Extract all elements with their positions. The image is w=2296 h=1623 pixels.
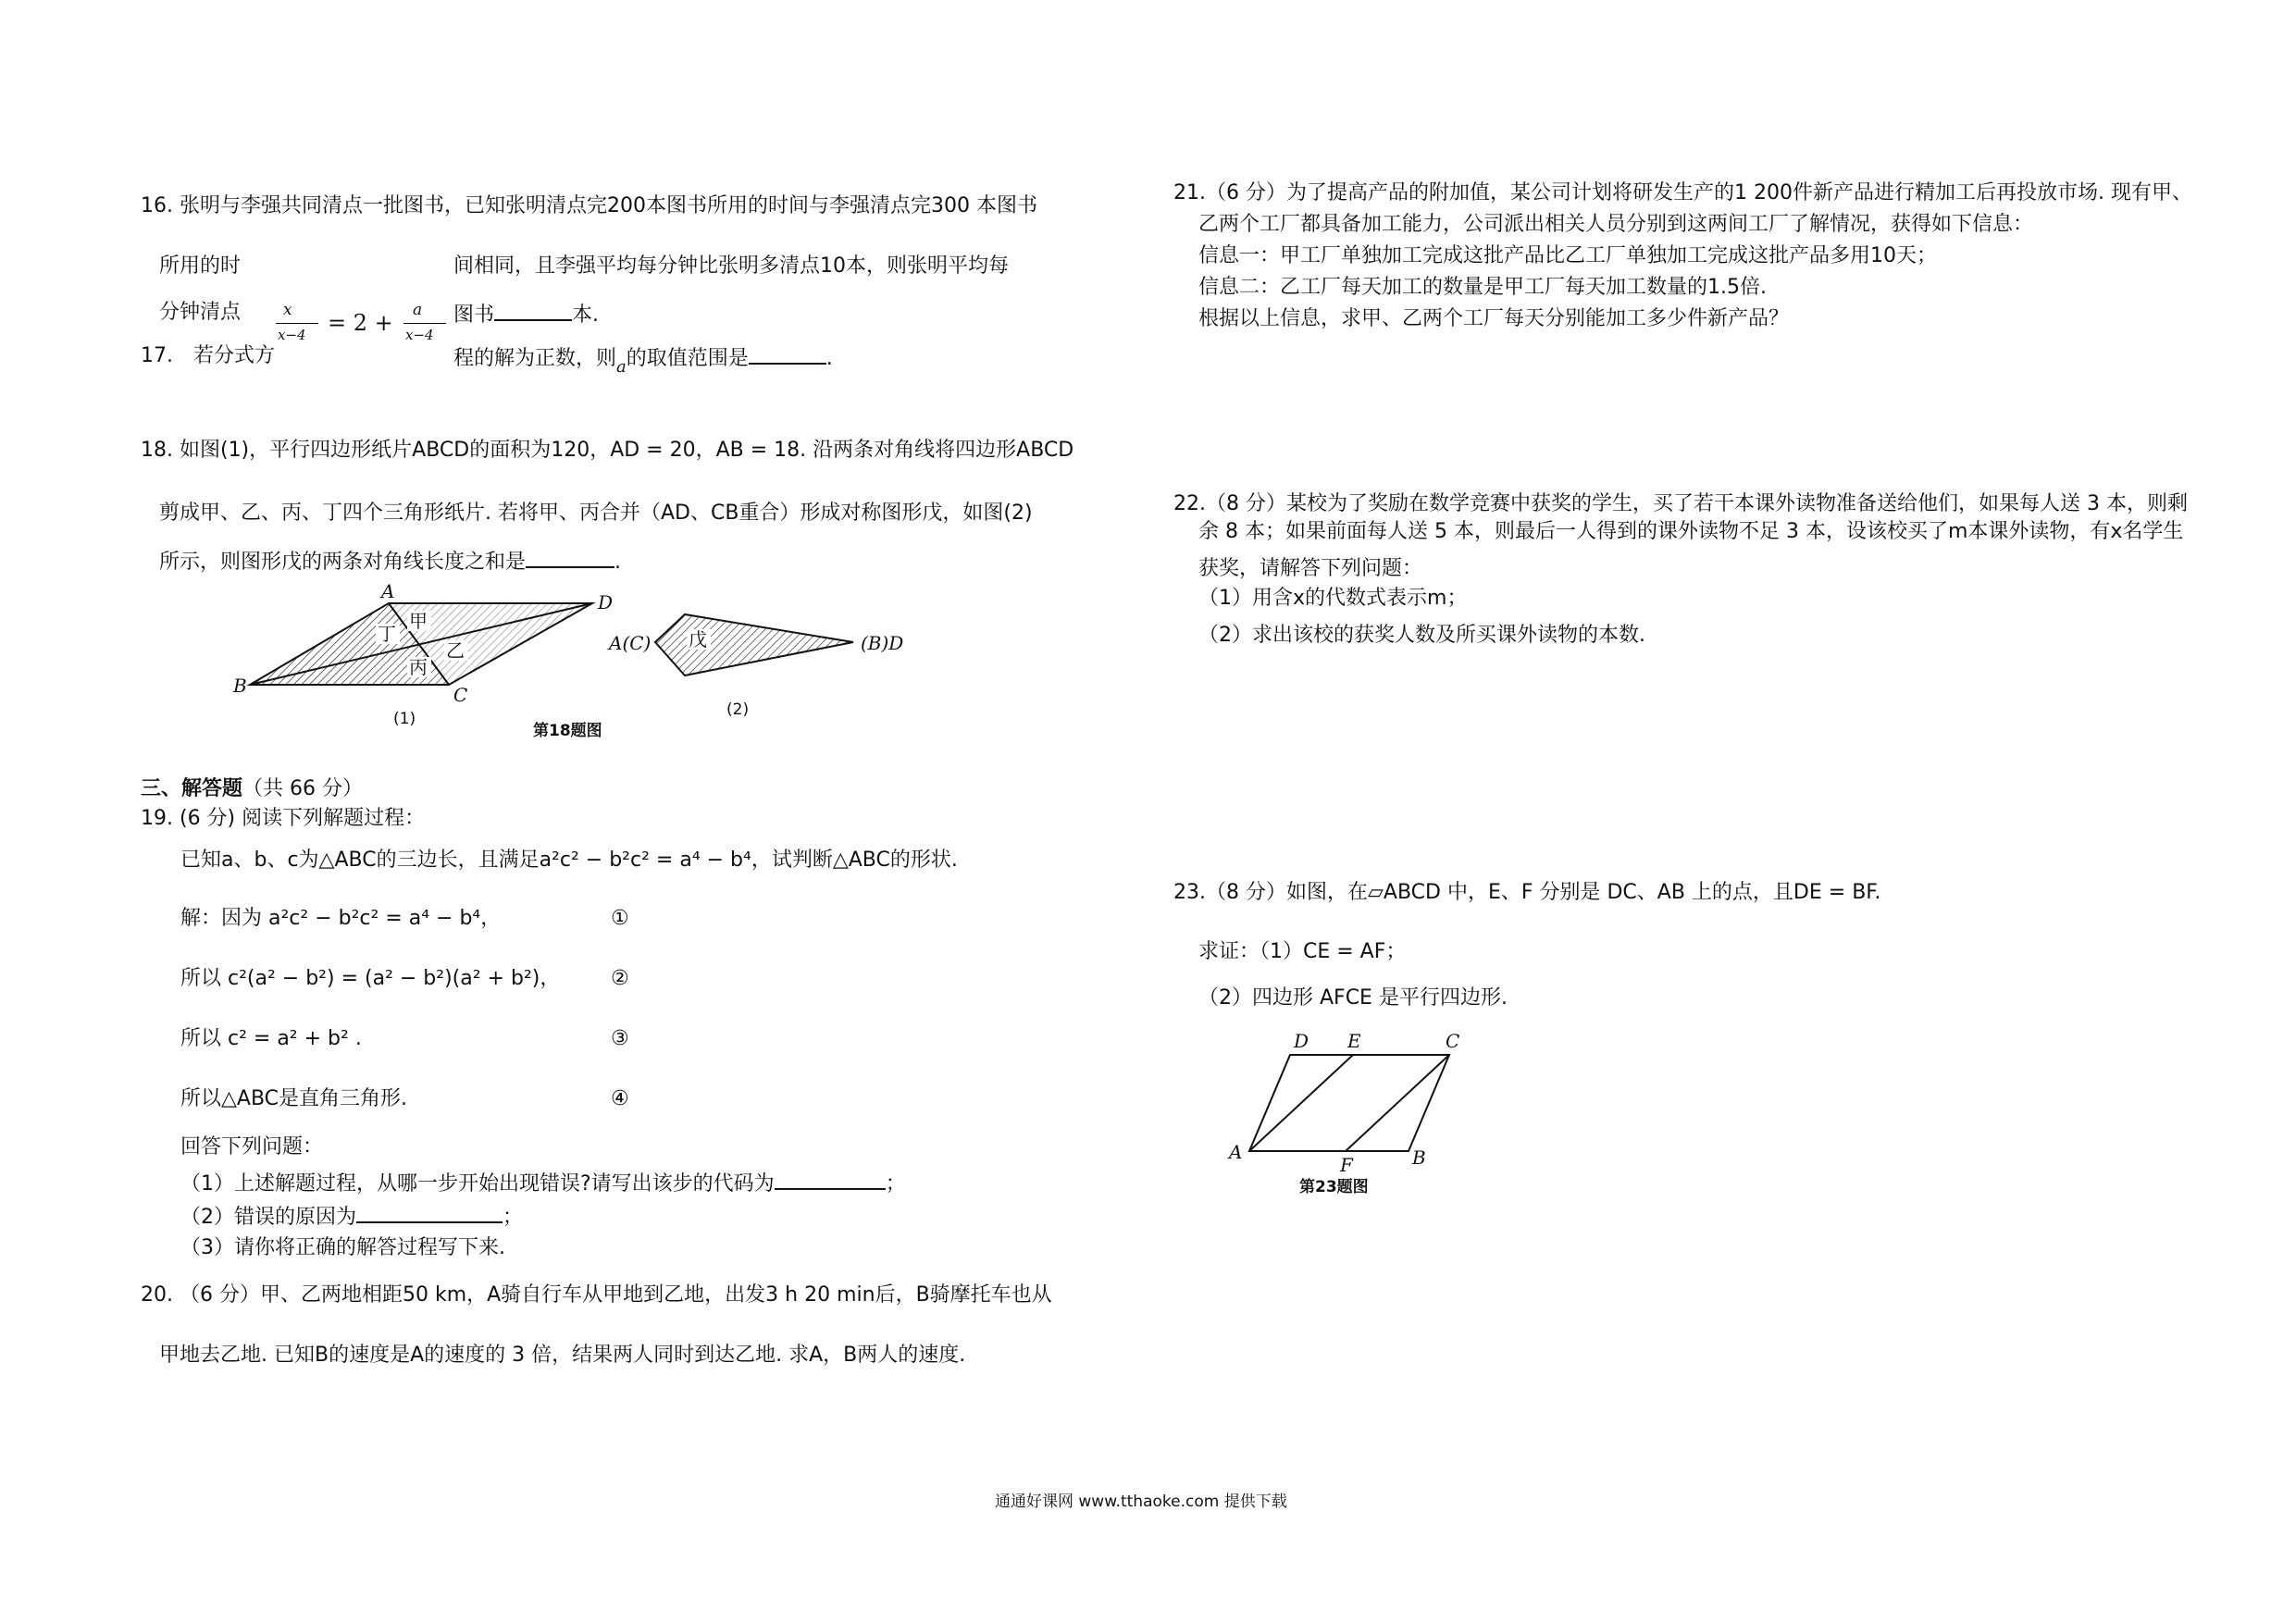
q23-line1: 23.（8 分）如图，在▱ABCD 中，E、F 分别是 DC、AB 上的点，且DE = BF. <box>1173 881 1881 904</box>
q16-line3c: 本. <box>572 304 600 327</box>
q19-step2-no: ② <box>611 967 629 990</box>
q18-vertex-a: A <box>381 580 395 602</box>
q18-vertex-d: D <box>598 591 614 613</box>
section3-score: （共 66 分） <box>242 777 363 800</box>
q17-eq-a: a <box>413 301 423 319</box>
q17-prefix: 17. 若分式方 <box>141 344 275 367</box>
q23-parallelogram <box>1249 1055 1449 1151</box>
q18-answer-blank[interactable] <box>526 546 614 568</box>
q18-line3: 所示，则图形戊的两条对角线长度之和是 <box>159 551 527 574</box>
q18-line3-end: . <box>614 551 622 574</box>
q21-line4: 信息二：乙工厂每天加工的数量是甲工厂每天加工数量的1.5倍. <box>1198 276 1767 299</box>
q17-eq-den2: x−4 <box>405 327 434 343</box>
q22-line5: （2）求出该校的获奖人数及所买课外读物的本数. <box>1198 624 1645 647</box>
q18-label-wu: 戊 <box>689 628 707 650</box>
q17-equation <box>276 301 447 349</box>
q17-text: 程的解为正数，则 <box>453 347 617 370</box>
q19-part1-end: ； <box>885 1172 906 1196</box>
q18-figure <box>222 580 925 740</box>
q18-caption: 第18题图 <box>533 722 602 740</box>
q18-fig1 <box>232 580 613 728</box>
q18-caption-2: (2) <box>726 700 750 719</box>
q23-vertex-c: C <box>1446 1030 1460 1052</box>
q18-right-label: (B)D <box>861 632 904 654</box>
q17-line <box>453 342 833 377</box>
q18-vertex-c: C <box>453 684 468 706</box>
q19-part3: （3）请你将正确的解答过程写下来. <box>180 1236 505 1259</box>
section3-heading <box>141 775 363 803</box>
q16-answer-blank[interactable] <box>494 299 572 321</box>
q18-line1: 18. 如图(1)，平行四边形纸片ABCD的面积为120，AD = 20，AB = 18. 沿两条对角线将四边形ABCD <box>141 439 1074 462</box>
q21-line2: 乙两个工厂都具备加工能力，公司派出相关人员分别到这两间工厂了解情况，获得如下信息： <box>1198 213 2034 236</box>
q16-line3a: 分钟清点 <box>159 301 242 324</box>
q23-line3: （2）四边形 AFCE 是平行四边形. <box>1198 986 1508 1010</box>
q17-tail: 的取值范围是 <box>626 347 749 370</box>
q18-line3-row <box>159 546 621 576</box>
q17-answer-blank[interactable] <box>749 342 826 365</box>
q23-segment-ae <box>1249 1055 1353 1151</box>
q18-caption-1: (1) <box>393 710 416 728</box>
q20-line2: 甲地去乙地. 已知B的速度是A的速度的 3 倍，结果两人同时到达乙地. 求A，B两人的速度. <box>159 1344 966 1367</box>
q23-vertex-d: D <box>1294 1030 1309 1052</box>
q22-line3: 获奖，请解答下列问题： <box>1198 557 1423 580</box>
q23-point-f: F <box>1340 1154 1353 1176</box>
q16-line1: 16. 张明与李强共同清点一批图书，已知张明清点完200本图书所用的时间与李强清点完300 本图书 <box>141 194 1037 217</box>
q17-var: a <box>616 357 627 377</box>
q19-step2: 所以 c²(a² − b²) = (a² − b²)(a² + b²)， <box>180 967 561 990</box>
q17-end: . <box>825 347 833 370</box>
q23-vertex-b: B <box>1412 1146 1426 1169</box>
q17-frac2-bar <box>403 323 446 324</box>
q19-part1-blank[interactable] <box>775 1168 886 1190</box>
q19-part2-row <box>180 1201 523 1232</box>
q19-step3: 所以 c² = a² + b² . <box>180 1027 362 1050</box>
q17-eq-x: x <box>283 301 292 319</box>
q16-line3 <box>453 299 599 329</box>
q21-line5: 根据以上信息，求甲、乙两个工厂每天分别能加工多少件新产品？ <box>1198 307 1790 330</box>
q22-line4: （1）用含x的代数式表示m； <box>1198 587 1468 610</box>
q18-left-label: A(C) <box>609 632 652 654</box>
q19-step1: 解：因为 a²c² − b²c² = a⁴ − b⁴， <box>180 907 502 930</box>
q23-vertex-a: A <box>1229 1141 1243 1163</box>
footer-credit: 通通好课网 www.tthaoke.com 提供下载 <box>995 1493 1287 1511</box>
q19-head: 19. (6 分) 阅读下列解题过程： <box>141 807 426 830</box>
section3-title: 三、解答题 <box>141 777 243 800</box>
q18-fig2 <box>607 614 903 719</box>
q19-step4: 所以△ABC是直角三角形. <box>180 1087 408 1110</box>
q22-line2: 余 8 本；如果前面每人送 5 本，则最后一人得到的课外读物不足 3 本，设该校买了m本课外读物，有x名学生 <box>1198 520 2184 543</box>
q21-line1: 21.（6 分）为了提高产品的附加值，某公司计划将研发生产的1 200件新产品进行精加工后再投放市场. 现有甲、 <box>1173 181 2192 204</box>
q19-part1-row <box>180 1168 906 1198</box>
q19-given: 已知a、b、c为△ABC的三边长，且满足a²c² − b²c² = a⁴ − b⁴，试判断△ABC的形状. <box>180 849 958 872</box>
q19-step3-no: ③ <box>611 1027 629 1050</box>
q18-label-jia: 甲 <box>409 610 428 632</box>
q23-point-e: E <box>1347 1030 1361 1052</box>
q19-part2: （2）错误的原因为 <box>180 1206 356 1229</box>
q19-part2-end: ； <box>503 1206 524 1229</box>
q18-label-bing: 丙 <box>409 656 428 678</box>
q17-eq-mid: = 2 + <box>328 310 393 336</box>
q16-line3b: 图书 <box>453 304 495 327</box>
q21-line3: 信息一：甲工厂单独加工完成这批产品比乙工厂单独加工完成这批产品多用10天； <box>1198 244 1937 267</box>
q22-line1: 22.（8 分）某校为了奖励在数学竞赛中获奖的学生，买了若干本课外读物准备送给他们，如果每人送 3 本，则剩 <box>1173 492 2188 515</box>
q18-vertex-b: B <box>233 675 247 697</box>
q23-line2: 求证：（1）CE = AF； <box>1198 940 1407 963</box>
q23-segment-fc <box>1346 1055 1449 1151</box>
q17-frac1-bar <box>276 323 318 324</box>
q23-caption: 第23题图 <box>1299 1178 1369 1196</box>
q19-answer-head: 回答下列问题： <box>180 1135 324 1158</box>
q18-label-yi: 乙 <box>446 639 465 662</box>
q20-line1: 20. （6 分）甲、乙两地相距50 km，A骑自行车从甲地到乙地，出发3 h 20 min后，B骑摩托车也从 <box>141 1283 1052 1307</box>
q16-line2a: 所用的时 <box>159 254 242 278</box>
q17-eq-den1: x−4 <box>278 327 306 343</box>
q16-line2b: 间相同，且李强平均每分钟比张明多清点10本，则张明平均每 <box>453 254 1009 278</box>
q19-step4-no: ④ <box>611 1087 629 1110</box>
q18-label-ding: 丁 <box>378 623 396 645</box>
q18-line2: 剪成甲、乙、丙、丁四个三角形纸片. 若将甲、丙合并（AD、CB重合）形成对称图形戊，如图(2) <box>159 502 1033 525</box>
q18-kite <box>655 614 853 675</box>
q19-step1-no: ① <box>611 907 629 930</box>
q19-part2-blank[interactable] <box>356 1201 503 1223</box>
q23-figure <box>1222 1027 1499 1203</box>
q19-part1: （1）上述解题过程，从哪一步开始出现错误?请写出该步的代码为 <box>180 1172 775 1196</box>
